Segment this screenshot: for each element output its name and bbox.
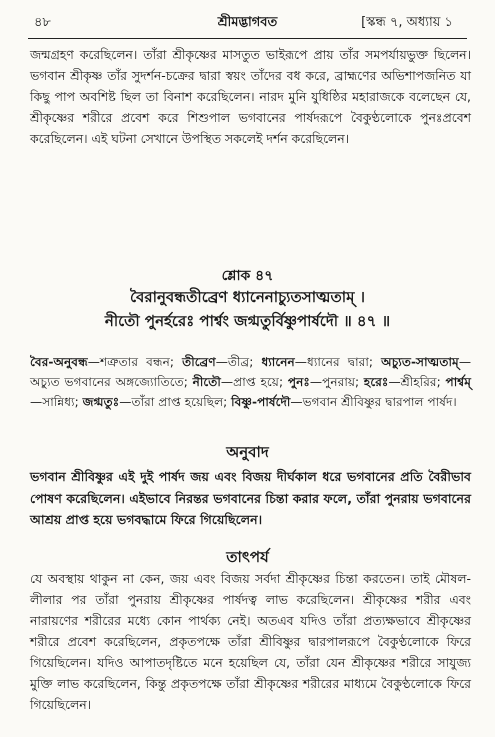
synonym-term: নীতৌ xyxy=(192,375,221,389)
synonym-term: তীব্রেণ xyxy=(182,355,216,369)
synonym-meaning: —তীব্র; xyxy=(215,355,262,369)
synonym-meaning: —শ্রীহরির; xyxy=(388,375,446,389)
purport-heading: তাৎপর্য xyxy=(226,548,269,566)
synonym-meaning: —অচ্যুত ভগবানের অঙ্গজ্যোতিতে; xyxy=(30,355,471,389)
synonym-meaning: —প্রাপ্ত হয়ে; xyxy=(220,375,288,389)
book-title: শ্রীমদ্ভাগবত xyxy=(217,15,278,30)
verse-line-2: নীতৌ পুনর্হরেঃ পার্শ্বং জগ্মতুর্বিষ্ণুপার্ষদৌ ॥ ৪৭ ॥ xyxy=(104,312,391,330)
synonym-term: পুনঃ xyxy=(287,375,310,389)
synonym-meaning: —সান্নিধ্য; xyxy=(30,395,83,409)
synonym-term: অচ্যুত-সাত্মতাম্ xyxy=(381,355,459,369)
synonym-meaning: —শত্রুতার বন্ধন; xyxy=(87,355,183,369)
synonym-meaning: —ধ্যানের দ্বারা; xyxy=(294,355,382,369)
header-divider xyxy=(28,38,467,39)
canto-chapter-label: [স্কন্ধ ৭, অধ্যায় ১ xyxy=(361,15,453,30)
intro-paragraph: জন্মগ্রহণ করেছিলেন। তাঁরা শ্রীকৃষ্ণের মাসতুত ভাইরূপে প্রায় তাঁর সমপর্যায়ভুক্ত ছিলেন। ভগবান শ্রীকৃষ্ণ তাঁর সুদর্শন-চক্রের দ্বারা স্বয়ং তাঁদের বধ করে, ব্রাহ্মণের অভিশাপজনিত যা কিছু পাপ অবশিষ্ট ছিল তা বিনাশ করেছিলেন। নারদ মুনি যুধিষ্ঠির মহারাজকে বলেছেন যে, শ্রীকৃষ্ণের শরীরে প্রবেশ করে শিশুপাল ভগবানের পার্ষদরূপে বৈকুণ্ঠলোকে পুনঃপ্রবেশ করেছিলেন। এই ঘটনা সেখানে উপস্থিত সকলেই দর্শন করেছিলেন। xyxy=(30,47,471,146)
synonym-meaning: —ভগবান শ্রীবিষ্ণুর দ্বারপাল পার্ষদ। xyxy=(290,395,457,409)
synonym-meaning: —তাঁরা প্রাপ্ত হয়েছিল; xyxy=(119,395,232,409)
synonym-term: পার্শ্বম্ xyxy=(445,375,472,389)
translation-text: ভগবান শ্রীবিষ্ণুর এই দুই পার্ষদ জয় এবং বিজয় দীর্ঘকাল ধরে ভগবানের প্রতি বৈরীভাব পোষণ করেছিলেন। এইভাবে নিরন্তর ভগবানের চিন্তা করার ফলে, তাঁরা পুনরায় ভগবানের আশ্রয় প্রাপ্ত হয়ে ভগবদ্ধামে ফিরে গিয়েছিলেন। xyxy=(30,469,471,527)
synonyms-paragraph xyxy=(30,352,471,412)
synonym-term: জগ্মতুঃ xyxy=(82,395,120,409)
synonym-term: বিষ্ণু-পার্ষদৌ xyxy=(231,395,291,409)
purport-text: যে অবস্থায় থাকুন না কেন, জয় এবং বিজয় সর্বদা শ্রীকৃষ্ণের চিন্তা করতেন। তাই মৌষল-লীলার পর তাঁরা পুনরায় শ্রীকৃষ্ণের পার্ষদত্ব লাভ করেছিলেন। শ্রীকৃষ্ণের শরীর এবং নারায়ণের শরীরের মধ্যে কোন পার্থক্য নেই। অতএব যদিও তাঁরা প্রত্যক্ষভাবে শ্রীকৃষ্ণের শরীরে প্রবেশ করেছিলেন, প্রকৃতপক্ষে তাঁরা শ্রীবিষ্ণুর দ্বারপালরূপে বৈকুণ্ঠলোকে ফিরে গিয়েছিলেন। যদিও আপাতদৃষ্টিতে মনে হয়েছিল যে, তাঁরা যেন শ্রীকৃষ্ণের শরীরে সাযুজ্য মুক্তি লাভ করেছিলেন, কিন্তু প্রকৃতপক্ষে তাঁরা শ্রীকৃষ্ণের শরীরের মাধ্যমে বৈকুণ্ঠলোকে ফিরে গিয়েছিলেন। xyxy=(30,571,471,712)
verse-heading: শ্লোক ৪৭ xyxy=(221,268,274,284)
translation-heading: অনুবাদ xyxy=(226,443,269,461)
verse-line-1: বৈরানুবন্ধতীব্রেণ ধ্যানেনাচ্যুতসাত্মতাম্ । xyxy=(129,288,366,306)
synonym-term: ধ্যানেন xyxy=(261,355,295,369)
synonym-term: হরেঃ xyxy=(363,375,389,389)
synonym-meaning: —পুনরায়; xyxy=(309,375,364,389)
synonym-term: বৈর-অনুবন্ধ xyxy=(30,355,88,369)
page-header xyxy=(22,13,473,35)
page-number: ৪৮ xyxy=(34,15,51,30)
